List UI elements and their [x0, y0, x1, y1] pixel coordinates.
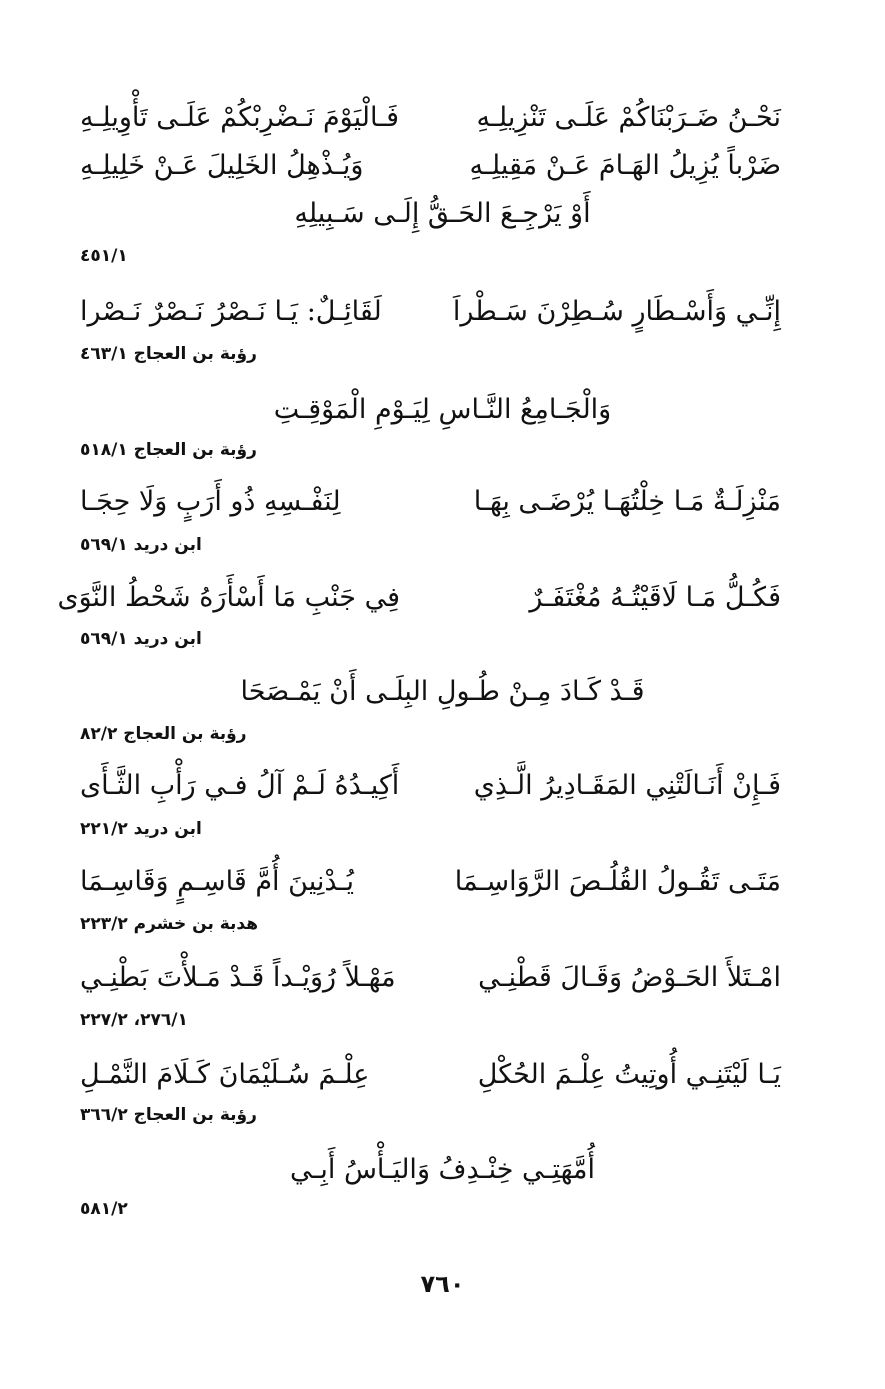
verse-10-second-hemistich: يُـدْنِينَ أُمَّ قَاسِـمٍ وَقَاسِـمَا: [80, 866, 354, 897]
citation-5: ابن دريد ٥٦٩/١: [80, 629, 202, 649]
verse-9-second-hemistich: أَكِيـدُهُ لَـمْ آلُ فـي رَأْبِ الثَّـأَى: [80, 770, 400, 801]
verse-12-first-hemistich: يَـا لَيْتَنِـي أُوتِيتُ عِلْـمَ الحُكْلِ: [477, 1059, 781, 1090]
verse-13-centered: أُمَّهَتِـي خِنْـدِفُ وَاليَـأْسُ أَبِـي: [289, 1154, 596, 1185]
citation-4: ابن دريد ٥٦٩/١: [80, 535, 202, 555]
verse-7-second-hemistich: فِي جَنْبِ مَا أَسْأَرَهُ شَحْطُ النَّوَى: [57, 582, 400, 613]
verse-4-second-hemistich: لَقَائِـلٌ: يَـا نَـصْرُ نَـصْرٌ نَـصْرا: [80, 296, 382, 327]
citation-1: ٤٥١/١: [80, 246, 128, 266]
verse-3-centered: أَوْ يَرْجِـعَ الحَـقُّ إِلَـى سَـبِيلِهِ: [294, 198, 591, 229]
citation-10: رؤبة بن العجاج ٣٦٦/٢: [80, 1105, 257, 1125]
citation-8: هدبة بن خشرم ٢٢٣/٢: [80, 914, 259, 934]
verse-5-centered: وَالْجَـامِعُ النَّـاسِ لِيَـوْمِ الْمَوْقِـتِ: [273, 394, 612, 425]
verse-1-first-hemistich: نَحْـنُ ضَـرَبْنَاكُمْ عَلَـى تَنْزِيلِـهِ: [476, 102, 781, 133]
page-number: ٧٦٠: [420, 1270, 465, 1298]
verse-4-first-hemistich: إِنِّـي وَأَسْـطَارٍ سُـطِرْنَ سَـطْراَ: [452, 296, 781, 327]
verse-10-first-hemistich: مَتَـى تَقُـولُ القُلُـصَ الرَّوَاسِـمَا: [454, 866, 781, 897]
citation-6: رؤبة بن العجاج ٨٢/٢: [80, 724, 247, 744]
citation-7: ابن دريد ٢٢١/٢: [80, 819, 202, 839]
verse-11-first-hemistich: امْـتَلأَ الحَـوْضُ وَقَـالَ قَطْنِـي: [478, 962, 781, 993]
verse-2-second-hemistich: وَيُـذْهِلُ الخَلِيلَ عَـنْ خَلِيلِـهِ: [80, 150, 364, 181]
verse-7-first-hemistich: فَكُـلُّ مَـا لَاقَيْتُـهُ مُغْتَفَـرٌ: [529, 582, 781, 613]
citation-2: رؤبة بن العجاج ٤٦٣/١: [80, 344, 257, 364]
verse-1-second-hemistich: فَـالْيَوْمَ نَـضْرِبْكُمْ عَلَـى تَأْوِيلِـهِ: [80, 102, 400, 133]
verse-8-centered: قَـدْ كَـادَ مِـنْ طُـولِ البِلَـى أَنْ يَمْـصَحَا: [240, 676, 645, 707]
citation-11: ٥٨١/٢: [80, 1199, 128, 1219]
verse-9-first-hemistich: فَـإِنْ أَنَـالَتْنِي المَقَـادِيرُ الَّـذِي: [473, 770, 781, 801]
verse-6-second-hemistich: لِنَفْـسِهِ ذُو أَرَبٍ وَلَا حِجَـا: [80, 486, 341, 517]
verse-11-second-hemistich: مَهْـلاً رُوَيْـداً قَـدْ مَـلأْتَ بَطْنِـي: [80, 962, 396, 993]
verse-2-first-hemistich: ضَرْباً يُزِيلُ الهَـامَ عَـنْ مَقِيلِـهِ: [469, 150, 781, 181]
citation-3: رؤبة بن العجاج ٥١٨/١: [80, 440, 257, 460]
verse-6-first-hemistich: مَنْزِلَـةٌ مَـا خِلْتُهَـا يُرْضَـى بِهَـا: [473, 486, 781, 517]
verse-12-second-hemistich: عِلْـمَ سُـلَيْمَانَ كَـلَامَ النَّمْـلِ: [80, 1059, 370, 1090]
citation-9: ٢٧٦/١، ٢٢٧/٢: [80, 1010, 188, 1030]
